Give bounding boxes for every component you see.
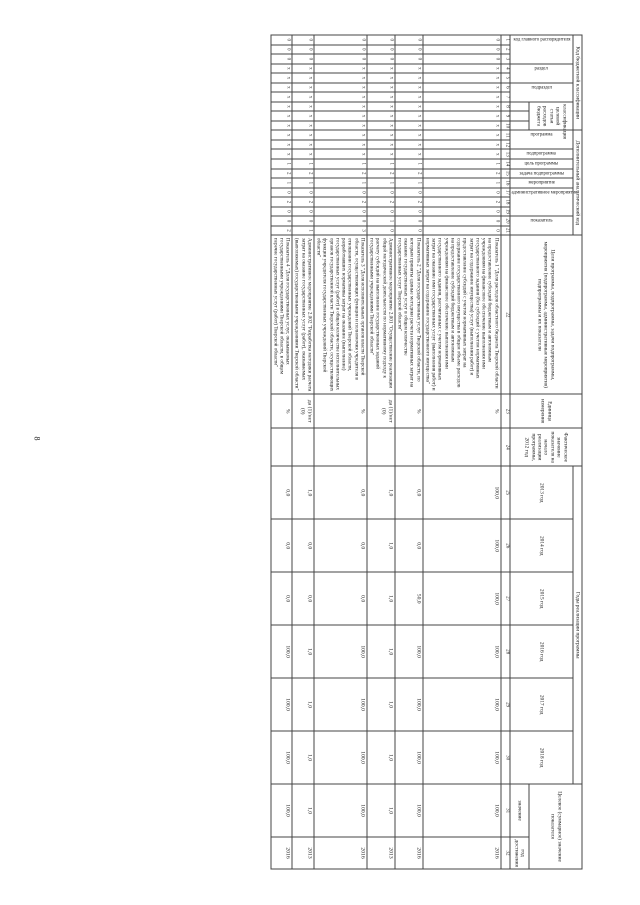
code-cell: 0	[423, 226, 501, 236]
code-cell: 1	[314, 178, 367, 188]
target-group-header: Целевое (суммарное) значение показателя	[529, 784, 582, 869]
year-value-cell: 0,0	[395, 519, 423, 572]
code-cell: x	[271, 140, 293, 150]
code-cell: 0	[423, 216, 501, 226]
column-index-row	[501, 35, 510, 869]
target-value-header: значение	[510, 784, 530, 837]
code-cell: x	[271, 92, 293, 102]
code-cell: 0	[271, 54, 293, 64]
code-cell: x	[292, 121, 314, 131]
target-value-cell: 100,0	[314, 784, 367, 837]
code-cell: x	[271, 130, 293, 140]
code-cell: 0	[314, 45, 367, 55]
column-index-cell: 20	[501, 216, 510, 226]
code-cell: 2	[292, 197, 314, 207]
code-cell: 0	[367, 226, 395, 236]
code-cell: x	[395, 121, 423, 131]
code-cell: x	[423, 64, 501, 74]
indicator-description: Показатель 4 "Доля государственных услуг, оказываемых государственными учреждениями Тверской области, в общем перечне государственных услуг (работ) Тверской области"	[271, 235, 293, 394]
code-cell: 2	[395, 169, 423, 179]
year-value-cell: 1,0	[367, 678, 395, 731]
target-year-cell: 2016	[314, 837, 367, 869]
year-value-cell: 0,0	[271, 519, 293, 572]
code-cell: x	[292, 73, 314, 83]
code-cell: 0	[367, 207, 395, 217]
indicator-description: Показатель 3 "Доля исполнительных органов власти Тверской области, осуществляющих функции и полномочия учредителя в отношении государственных учреждений Тверской области, разработавших нормативы затрат на оказание (выполнение) государственных услуг (работ) в общем количестве исполнительных органов государственной власти Тверской области, осуществляющих функции учредителя государственных учреждений Тверской области"	[314, 235, 367, 394]
add-program-header: программа	[510, 130, 573, 149]
add-admin-event-header: административное мероприятие	[510, 188, 573, 217]
column-index-cell: 2	[501, 45, 510, 55]
code-cell: 0	[395, 226, 423, 236]
kbk-gr-header: код главного распорядителя	[510, 35, 573, 64]
code-cell: 0	[314, 35, 367, 45]
code-cell: x	[395, 73, 423, 83]
code-cell: x	[395, 130, 423, 140]
year-value-cell: 0,0	[314, 466, 367, 519]
code-cell: x	[314, 73, 367, 83]
year-value-cell: 100,0	[271, 625, 293, 678]
table-row	[423, 35, 501, 869]
target-year-cell: 2013	[367, 837, 395, 869]
year-value-cell: 1,0	[292, 625, 314, 678]
year-value-cell: 1,0	[292, 678, 314, 731]
column-index-cell: 13	[501, 149, 510, 159]
code-cell: x	[367, 121, 395, 131]
table-row	[367, 35, 395, 869]
year-value-cell: 0,0	[314, 519, 367, 572]
code-cell: x	[271, 149, 293, 159]
code-cell: 0	[395, 207, 423, 217]
unit-cell: %	[395, 394, 423, 428]
year-value-cell: 1,0	[367, 519, 395, 572]
code-cell: x	[314, 83, 367, 93]
code-cell: x	[271, 102, 293, 112]
add-event-header: мероприятие	[510, 178, 573, 188]
code-cell: 2	[367, 169, 395, 179]
code-cell: x	[395, 140, 423, 150]
indicator-description: Показатель 2 "Доля государственных услуг Тверской области, по которым приняты единые методики расчета нормативных затрат на оказание государственных услуг в общем количестве государственных услуг Тверской области"	[395, 235, 423, 394]
column-index-cell: 24	[501, 428, 510, 466]
year-value-cell: 1,0	[367, 572, 395, 625]
code-cell: 0	[367, 35, 395, 45]
code-cell: 0	[395, 54, 423, 64]
code-cell: 2	[292, 169, 314, 179]
code-cell: 1	[367, 216, 395, 226]
code-cell: 0	[292, 216, 314, 226]
year-value-cell: 0,0	[292, 572, 314, 625]
year-2015-header: 2015 год	[510, 572, 573, 625]
code-cell: 2	[314, 169, 367, 179]
code-cell: x	[292, 130, 314, 140]
year-value-cell: 50,0	[395, 572, 423, 625]
code-cell: 0	[292, 188, 314, 198]
fact-cell	[292, 428, 314, 466]
code-cell: 2	[271, 226, 293, 236]
code-cell: 0	[271, 207, 293, 217]
indicator-description: Административное мероприятие 2.001 "Осуществление реализации общей методической деятельности по нормативному подходу к расчету субсидий на выполнение государственных заданий государственными учреждениями Тверской области"	[367, 235, 395, 394]
target-year-cell: 2016	[271, 837, 293, 869]
code-cell: 1	[271, 159, 293, 169]
code-cell: 2	[314, 197, 367, 207]
code-cell: x	[395, 64, 423, 74]
code-cell: 0	[314, 207, 367, 217]
column-index-cell: 8	[501, 102, 510, 112]
unit-header: Единица измерения	[510, 394, 582, 428]
code-cell: 2	[271, 197, 293, 207]
code-cell: x	[423, 111, 501, 121]
column-index-cell: 22	[501, 235, 510, 394]
code-cell: 1	[292, 226, 314, 236]
column-index-cell: 19	[501, 207, 510, 217]
code-cell: x	[367, 130, 395, 140]
code-cell: x	[367, 64, 395, 74]
code-cell: x	[271, 83, 293, 93]
years-group-header: Годы реализации программы	[573, 466, 582, 784]
table-row	[292, 35, 314, 869]
code-cell: x	[292, 92, 314, 102]
year-value-cell: 100,0	[423, 625, 501, 678]
year-value-cell: 100,0	[314, 678, 367, 731]
unit-cell: да (1)/нет (0)	[292, 394, 314, 428]
column-index-cell: 23	[501, 394, 510, 428]
code-cell: 0	[292, 35, 314, 45]
year-value-cell: 1,0	[367, 731, 395, 784]
code-cell: x	[395, 111, 423, 121]
fact-header: Фактическое значение показателя на начало реализации программы, 2012 год	[510, 428, 582, 466]
column-index-cell: 30	[501, 731, 510, 784]
year-value-cell: 0,0	[314, 572, 367, 625]
code-cell: 1	[367, 178, 395, 188]
code-cell: 0	[395, 35, 423, 45]
code-cell: 0	[292, 45, 314, 55]
code-cell: x	[423, 73, 501, 83]
target-value-cell: 100,0	[423, 784, 501, 837]
column-index-cell: 26	[501, 519, 510, 572]
code-cell: 1	[314, 159, 367, 169]
code-cell: x	[314, 102, 367, 112]
code-cell: x	[292, 102, 314, 112]
column-index-cell: 17	[501, 188, 510, 198]
year-value-cell: 100,0	[395, 625, 423, 678]
code-cell: 2	[367, 197, 395, 207]
column-index-cell: 7	[501, 92, 510, 102]
year-value-cell: 100,0	[423, 466, 501, 519]
code-cell: x	[423, 140, 501, 150]
code-cell: 3	[314, 226, 367, 236]
code-cell: 1	[271, 178, 293, 188]
fact-cell	[395, 428, 423, 466]
year-value-cell: 0,0	[292, 519, 314, 572]
program-indicators-table	[270, 35, 582, 870]
header-row-1	[573, 35, 582, 869]
year-value-cell: 0,0	[271, 572, 293, 625]
column-index-cell: 32	[501, 837, 510, 869]
code-cell: x	[395, 92, 423, 102]
code-cell: 2	[423, 169, 501, 179]
target-value-cell: 1,0	[292, 784, 314, 837]
code-cell: x	[423, 92, 501, 102]
code-cell: x	[395, 149, 423, 159]
target-value-cell: 1,0	[367, 784, 395, 837]
code-cell: x	[367, 149, 395, 159]
fact-cell	[423, 428, 501, 466]
kbk-subsection-header: подраздел	[510, 83, 573, 102]
add-subprogram-header: подпрограмма	[510, 149, 573, 159]
code-cell: x	[367, 140, 395, 150]
column-index-cell: 28	[501, 625, 510, 678]
code-cell: 0	[271, 216, 293, 226]
code-cell: 0	[367, 45, 395, 55]
year-value-cell: 0,0	[271, 466, 293, 519]
code-cell: x	[271, 111, 293, 121]
code-cell: 0	[395, 45, 423, 55]
column-index-cell: 14	[501, 159, 510, 169]
target-year-header: год достижения	[510, 837, 530, 869]
code-cell: 0	[292, 207, 314, 217]
code-cell: x	[314, 92, 367, 102]
column-index-cell: 27	[501, 572, 510, 625]
code-cell: x	[395, 83, 423, 93]
kbk-section-header: раздел	[510, 64, 573, 83]
column-index-cell: 15	[501, 169, 510, 179]
code-cell: 0	[423, 45, 501, 55]
unit-cell: %	[271, 394, 293, 428]
column-index-cell: 5	[501, 73, 510, 83]
code-cell: 0	[395, 216, 423, 226]
year-value-cell: 1,0	[367, 466, 395, 519]
year-value-cell: 100,0	[423, 731, 501, 784]
code-cell: 0	[395, 188, 423, 198]
add-task-header: задача подпрограммы	[510, 169, 573, 179]
year-2014-header: 2014 год	[510, 519, 573, 572]
code-cell: 1	[423, 178, 501, 188]
year-value-cell: 1,0	[292, 731, 314, 784]
target-value-cell: 100,0	[395, 784, 423, 837]
additional-code-header: Дополнительный аналитический код	[573, 130, 582, 235]
code-cell: 0	[314, 54, 367, 64]
code-cell: x	[423, 121, 501, 131]
code-cell: x	[314, 64, 367, 74]
unit-cell: %	[314, 394, 367, 428]
code-cell: x	[292, 140, 314, 150]
indicator-description: Показатель 1 "Доля расходов областного бюджета Тверской области на предоставление субсидий бюджетным и автономным учреждениям на финансовое обеспечение выполнения ими государственного задания (без субсидий с учетом нормативных затрат на содержание имущества) услуг (выполнения работ) и предоставление субсидий с учетом нормативных затрат на содержание государственного имущества в общем объеме расходов на предоставление субсидий бюджетным и автономным учреждениям на финансовое обеспечение выполнения ими государственного задания, рассчитанных с учетом нормативных затрат на оказание ими государственных услуг (выполнения работ) и нормативных затрат на содержание государственного имущества"	[423, 235, 501, 394]
code-cell: x	[314, 121, 367, 131]
column-index-cell: 25	[501, 466, 510, 519]
column-index-cell: 3	[501, 54, 510, 64]
year-value-cell: 0,0	[395, 466, 423, 519]
column-index-cell: 1	[501, 35, 510, 45]
code-cell: x	[395, 102, 423, 112]
code-cell: x	[423, 130, 501, 140]
column-index-cell: 31	[501, 784, 510, 837]
code-cell: x	[271, 64, 293, 74]
code-cell: 2	[271, 169, 293, 179]
year-value-cell: 100,0	[423, 678, 501, 731]
add-indicator-header: показатель	[510, 216, 573, 235]
year-2017-header: 2017 год	[510, 678, 573, 731]
year-value-cell: 1,0	[292, 466, 314, 519]
target-year-cell: 2016	[423, 837, 501, 869]
year-2016-header: 2016 год	[510, 625, 573, 678]
code-cell: x	[292, 149, 314, 159]
kbk-group-header: Код бюджетной классификации	[573, 35, 582, 130]
indicator-description: Административное мероприятие 2.002 "Разработка методики расчета затрат на оказание государственных услуг (работ), оказываемых (выполняемых) государственными учреждениями Тверской области"	[292, 235, 314, 394]
year-value-cell: 100,0	[271, 731, 293, 784]
fact-cell	[314, 428, 367, 466]
year-value-cell: 100,0	[314, 731, 367, 784]
code-cell: 0	[292, 54, 314, 64]
code-cell: x	[292, 111, 314, 121]
code-cell: x	[367, 73, 395, 83]
add-goal-header: цель программы	[510, 159, 573, 169]
code-cell: 0	[423, 188, 501, 198]
year-2018-header: 2018 год	[510, 731, 573, 784]
column-index-cell: 6	[501, 83, 510, 93]
code-cell: x	[367, 83, 395, 93]
column-index-cell: 10	[501, 121, 510, 131]
code-cell: x	[367, 92, 395, 102]
code-cell: 1	[292, 159, 314, 169]
name-header: Цели программы, подпрограммы, задачи подпрограммы, мероприятия (подпрограммы, административные мероприятия) подпрограммы и их показатели	[510, 235, 582, 394]
year-value-cell: 100,0	[314, 625, 367, 678]
unit-cell: да (1)/нет (0)	[367, 394, 395, 428]
column-index-cell: 29	[501, 678, 510, 731]
code-cell: 1	[292, 178, 314, 188]
code-cell: 0	[423, 54, 501, 64]
year-value-cell: 100,0	[423, 572, 501, 625]
code-cell: x	[271, 73, 293, 83]
column-index-cell: 18	[501, 197, 510, 207]
column-index-cell: 16	[501, 178, 510, 188]
code-cell: x	[314, 149, 367, 159]
code-cell: 1	[367, 159, 395, 169]
code-cell: 2	[423, 197, 501, 207]
column-index-cell: 12	[501, 140, 510, 150]
year-2013-header: 2013 год	[510, 466, 573, 519]
code-cell: 0	[271, 35, 293, 45]
column-index-cell: 9	[501, 111, 510, 121]
code-cell: x	[271, 121, 293, 131]
code-cell: 0	[423, 35, 501, 45]
code-cell: 0	[271, 45, 293, 55]
code-cell: 0	[423, 207, 501, 217]
code-cell: 1	[395, 159, 423, 169]
year-value-cell: 1,0	[367, 625, 395, 678]
code-cell: 1	[423, 159, 501, 169]
year-value-cell: 100,0	[395, 678, 423, 731]
code-cell: x	[314, 140, 367, 150]
target-year-cell: 2013	[292, 837, 314, 869]
target-value-cell: 100,0	[271, 784, 293, 837]
year-value-cell: 100,0	[271, 678, 293, 731]
column-index-cell: 4	[501, 64, 510, 74]
code-cell: x	[292, 64, 314, 74]
page-number: 8	[32, 436, 42, 441]
code-cell: 0	[271, 188, 293, 198]
code-cell: 0	[314, 188, 367, 198]
rotated-page	[1, 0, 640, 905]
code-cell: x	[423, 102, 501, 112]
year-value-cell: 100,0	[395, 731, 423, 784]
code-cell: x	[367, 111, 395, 121]
table-row	[314, 35, 367, 869]
code-cell: 0	[314, 216, 367, 226]
code-cell: 0	[367, 188, 395, 198]
column-index-cell: 21	[501, 226, 510, 236]
code-cell: 2	[395, 197, 423, 207]
kbk-target-header: классификация целевой статьи расходов бюджета	[529, 102, 572, 131]
target-year-cell: 2016	[395, 837, 423, 869]
code-cell: x	[314, 111, 367, 121]
code-cell: x	[423, 83, 501, 93]
code-cell: x	[367, 102, 395, 112]
code-cell: x	[292, 83, 314, 93]
fact-cell	[271, 428, 293, 466]
year-value-cell: 100,0	[423, 519, 501, 572]
column-index-cell: 11	[501, 130, 510, 140]
table-row	[395, 35, 423, 869]
fact-cell	[367, 428, 395, 466]
code-cell: x	[423, 149, 501, 159]
code-cell: 0	[367, 54, 395, 64]
table-row	[271, 35, 293, 869]
code-cell: 1	[395, 178, 423, 188]
unit-cell: %	[423, 394, 501, 428]
code-cell: x	[314, 130, 367, 140]
